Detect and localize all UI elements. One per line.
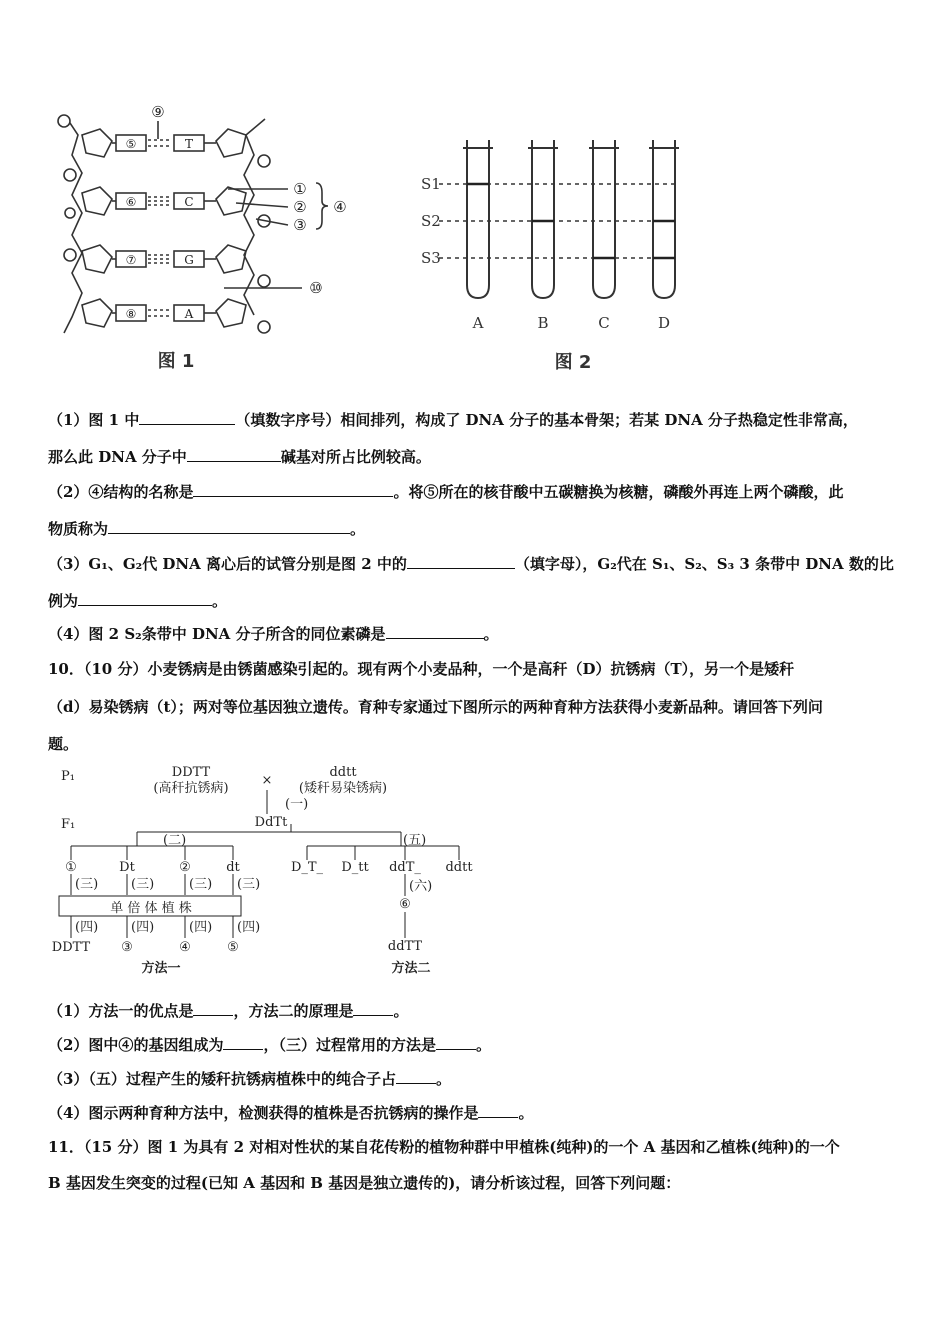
- base-label-left: ⑦: [125, 253, 137, 267]
- label-9: ⑨: [151, 103, 165, 121]
- f2-type: ddtt: [445, 860, 473, 875]
- dna-structure-figure: [50, 95, 360, 385]
- method1-label: 方法一: [141, 961, 181, 976]
- base-label-right: T: [184, 137, 194, 151]
- q11-stem-line1: 11．（15 分）图 1 为具有 2 对相对性状的某自花传粉的植物种群中甲植株(纯种)的一个 A 基因和乙植株(纯种)的一个: [48, 1138, 840, 1156]
- label-4: ④: [333, 198, 347, 216]
- q10-stem-line3: 题。: [48, 735, 79, 753]
- q9-part4: [48, 624, 910, 644]
- text: （1）方法一的优点是: [48, 1002, 194, 1020]
- answer-blank[interactable]: [353, 1001, 393, 1016]
- answer-blank[interactable]: [436, 1035, 476, 1050]
- q10-part1: [48, 1001, 910, 1021]
- q9-part1-line1: [48, 410, 910, 430]
- answer-blank[interactable]: [407, 554, 515, 569]
- q9-part3-line2: [48, 591, 910, 611]
- q10-part2: [48, 1035, 910, 1055]
- base-label-right: C: [184, 195, 194, 209]
- text: （填数字序号）相间排列，构成了 DNA 分子的基本骨架；若某 DNA 分子热稳定性非常高，: [235, 411, 858, 429]
- method2-label: 方法二: [391, 961, 431, 976]
- parent2-desc: (矮秆易染锈病): [298, 781, 388, 796]
- p1-label: P₁: [61, 769, 75, 784]
- text: （3）G₁、G₂代 DNA 离心后的试管分别是图 2 中的: [48, 555, 407, 573]
- step3-label: (三): [189, 877, 213, 892]
- gamete: ①: [65, 860, 77, 875]
- text: 。: [475, 1036, 491, 1054]
- text: 。: [483, 625, 499, 643]
- haploid-plant-label: 单 倍 体 植 株: [110, 901, 192, 916]
- band-label-s2: S2: [421, 212, 441, 230]
- f2-type: D_T_: [290, 860, 324, 875]
- f2-type: D_tt: [341, 860, 369, 875]
- centrifuge-tubes-figure: [415, 130, 695, 380]
- product: DDTT: [51, 940, 91, 955]
- answer-blank[interactable]: [478, 1103, 518, 1118]
- step5-label: (五): [403, 833, 427, 848]
- q11-stem-line2: B 基因发生突变的过程(已知 A 基因和 B 基因是独立遗传的)，请分析该过程，回答下列问题：: [48, 1174, 681, 1192]
- fig1-caption: 图 1: [157, 351, 195, 372]
- base-label-right: A: [184, 307, 194, 321]
- text: 。: [212, 592, 228, 610]
- text: ，方法二的原理是: [233, 1002, 354, 1020]
- product-6: ⑥: [399, 897, 411, 912]
- text: 那么此 DNA 分子中: [48, 448, 187, 466]
- q10-stem-line1: 10．（10 分）小麦锈病是由锈菌感染引起的。现有两个小麦品种，一个是高秆（D）抗锈病（T），另一个是矮秆: [48, 660, 795, 678]
- text: （4）图 2 S₂条带中 DNA 分子所含的同位素磷是: [48, 625, 386, 643]
- text: 。: [350, 520, 366, 538]
- base-label-left: ⑥: [125, 195, 137, 209]
- base-label-left: ⑧: [125, 307, 137, 321]
- answer-blank[interactable]: [223, 1035, 263, 1050]
- gamete: Dt: [119, 860, 135, 875]
- gamete: dt: [226, 860, 240, 875]
- answer-blank[interactable]: [187, 447, 281, 462]
- q10-stem-line2: （d）易染锈病（t）；两对等位基因独立遗传。育种专家通过下图所示的两种育种方法获得小麦新品种。请回答下列问: [48, 698, 823, 716]
- text: 。: [518, 1104, 534, 1122]
- label-1: ①: [293, 180, 307, 198]
- q9-part1-line2: [48, 447, 910, 467]
- text: （填字母），G₂代在 S₁、S₂、S₃ 3 条带中 DNA 数的比: [514, 555, 894, 573]
- text: 例为: [48, 592, 79, 610]
- text: 。: [435, 1070, 451, 1088]
- q10-part4: [48, 1103, 910, 1123]
- text: 物质称为: [48, 520, 109, 538]
- step3-label: (三): [131, 877, 155, 892]
- answer-blank[interactable]: [193, 1001, 233, 1016]
- answer-blank[interactable]: [193, 482, 393, 497]
- tube-label-c: C: [598, 314, 610, 332]
- step2-label: (二): [163, 833, 187, 848]
- step6-label: (六): [409, 879, 433, 894]
- step3-label: (三): [75, 877, 99, 892]
- text: （2）图中④的基因组成为: [48, 1036, 224, 1054]
- f1-genotype: DdTt: [254, 815, 288, 830]
- band-label-s1: S1: [421, 175, 441, 193]
- tube-label-b: B: [537, 314, 549, 332]
- text: ，（三）过程常用的方法是: [263, 1036, 436, 1054]
- text: （4）图示两种育种方法中，检测获得的植株是否抗锈病的操作是: [48, 1104, 479, 1122]
- product: ④: [179, 940, 191, 955]
- f1-label: F₁: [61, 817, 76, 832]
- answer-blank[interactable]: [139, 410, 235, 425]
- step4-label: (四): [189, 920, 213, 935]
- tube-label-a: A: [472, 314, 484, 332]
- text: （1）图 1 中: [48, 411, 140, 429]
- text: 。将⑤所在的核苷酸中五碳糖换为核糖，磷酸外再连上两个磷酸，此: [393, 483, 844, 501]
- q10-part3: [48, 1069, 910, 1089]
- product: ⑤: [227, 940, 239, 955]
- breeding-diagram: [45, 762, 485, 982]
- parent2-genotype: ddtt: [329, 765, 357, 780]
- text: （2）④结构的名称是: [48, 483, 194, 501]
- f2-type: ddT_: [389, 860, 421, 875]
- text: （3）（五）过程产生的矮秆抗锈病植株中的纯合子占: [48, 1070, 396, 1088]
- cross-symbol: ×: [261, 773, 273, 788]
- step1-label: (一): [285, 797, 309, 812]
- label-3: ③: [293, 216, 307, 234]
- label-10: ⑩: [309, 279, 323, 297]
- base-label-right: G: [184, 253, 194, 267]
- answer-blank[interactable]: [108, 519, 350, 534]
- label-2: ②: [293, 198, 307, 216]
- step4-label: (四): [131, 920, 155, 935]
- text: 碱基对所占比例较高。: [280, 448, 431, 466]
- answer-blank[interactable]: [396, 1069, 436, 1084]
- final-genotype: ddTT: [387, 939, 423, 954]
- product: ③: [121, 940, 133, 955]
- parent1-desc: (高秆抗锈病): [153, 781, 229, 796]
- step4-label: (四): [75, 920, 99, 935]
- q9-part2-line2: [48, 519, 910, 539]
- q9-part3-line1: [48, 554, 910, 574]
- text: 。: [393, 1002, 409, 1020]
- step4-label: (四): [237, 920, 261, 935]
- step3-label: (三): [237, 877, 261, 892]
- gamete: ②: [179, 860, 191, 875]
- parent1-genotype: DDTT: [171, 765, 211, 780]
- answer-blank[interactable]: [78, 591, 212, 606]
- q9-part2-line1: [48, 482, 910, 502]
- band-label-s3: S3: [421, 249, 441, 267]
- tube-label-d: D: [657, 314, 671, 332]
- base-label-left: ⑤: [125, 137, 137, 151]
- answer-blank[interactable]: [386, 624, 484, 639]
- fig2-caption: 图 2: [554, 352, 592, 373]
